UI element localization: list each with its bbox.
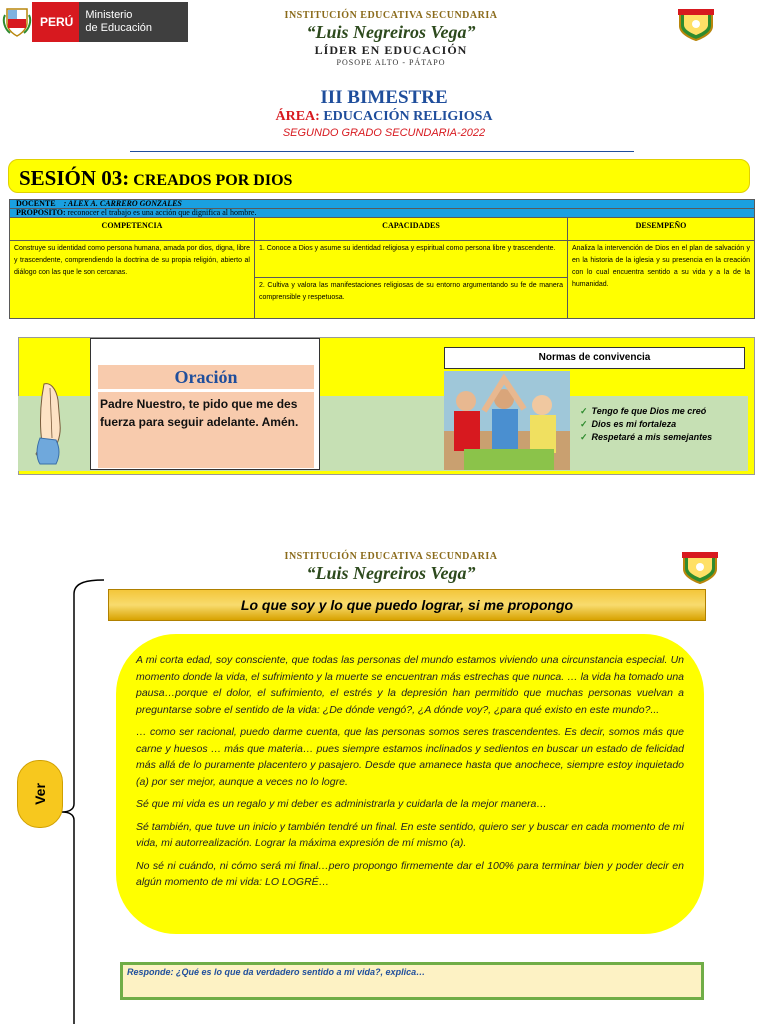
minedu-logo [0,2,188,42]
capacidad-1-cell: 1. Conoce a Dios y asume su identidad religiosa y espiritual como persona libre y trascendente. [255,241,568,278]
paragraph: No sé ni cuándo, ni cómo será mi final…pero propongo firmemente dar el 100% para terminar bien y poder decir en algún momento de mi vida: LO LOGRÉ… [136,859,684,888]
school-crest-icon [680,551,720,585]
prayer-card [90,338,320,470]
proposito-row: PROPOSITO: reconocer el trabajo es una acción que dignifica al hombre. [10,209,755,218]
desempeno-header: DESEMPEÑO [568,218,755,241]
check-icon: ✓ [580,406,588,416]
school-logo: INSTITUCIÓN EDUCATIVA SECUNDARIA “Luis Negreiros Vega” LÍDER EN EDUCACIÓN POSOPE ALTO - PÁTAPO [284,10,498,67]
prayer-title: Oración [98,365,314,389]
session-info-table [9,199,755,319]
bimestre-title: III BIMESTRE [320,87,448,108]
norma-item: ✓ Respetaré a mis semejantes [580,432,713,442]
children-high-five-image [444,371,570,470]
peru-label: PERÚ [32,2,79,42]
school-crest-icon [676,8,716,42]
capacidad-2-cell: 2. Cultiva y valora las manifestaciones religiosas de su entorno argumentando su fe de manera comprensible y respetuosa. [255,278,568,319]
session-title: SESIÓN 03: CREADOS POR DIOS [8,159,750,193]
paragraph: … como ser racional, puedo darme cuenta, que las personas somos seres trascendentes. Es decir, somos más que carne y huesos … más que materia… pues siempre estamos inclinados y sedientos en buscar un estado de felicidad más allá de lo puramente placentero y pasajero. Desde que amanece hasta que anochece, siempre estoy inquietado (a) por ser mejor, aunque a veces no lo logre. [136,726,684,788]
prayer-text: Padre Nuestro, te pido que me des fuerza para seguir adelante. Amén. [98,392,314,468]
competencia-header: COMPETENCIA [10,218,255,241]
ministry-label: Ministerio de Educación [79,2,188,42]
titles-block [0,87,768,139]
check-icon: ✓ [580,419,588,429]
norma-item: ✓ Dios es mi fortaleza [580,419,677,429]
capacidades-header: CAPACIDADES [255,218,568,241]
paragraph: A mi corta edad, soy consciente, que todas las personas del mundo estamos viviendo una circunstancia especial. Un momento donde la vida, el sufrimiento y la muerte se encuentran más estrechas que nunca. … la vida ha tomado una pausa…porque el dolor, el sufrimiento, el estrés y la depresión han permitido que muchas personas vuelvan a preguntarse sobre el sentido de la vida: ¿De dónde vengó?, ¿A dónde voy?, ¿para qué existo en este mundo?... [136,654,684,716]
paragraph: Sé también, que tuve un inicio y también tendré un final. En este sentido, quiero ser y buscar en cada momento de mi vida, mi autorrealización. Lograr la máxima expresión de mí mismo (a). [136,820,684,849]
docente-row: DOCENTE : ALEX A. CARRERO GONZALES [10,200,755,209]
responde-box[interactable]: Responde: ¿Qué es lo que da verdadero sentido a mi vida?, explica… [120,962,704,1000]
area-title: ÁREA: EDUCACIÓN RELIGIOSA [275,109,493,124]
school-logo-2: INSTITUCIÓN EDUCATIVA SECUNDARIA “Luis Negreiros Vega” [284,551,498,583]
ver-label: Ver [17,760,63,828]
norma-item: ✓ Tengo fe que Dios me creó [580,406,707,416]
brace-connector [62,578,106,1024]
normas-list [580,405,712,444]
coat-of-arms-icon [2,5,32,39]
normas-title: Normas de convivencia [444,347,745,369]
grade-subtitle: SEGUNDO GRADO SECUNDARIA-2022 [282,127,486,139]
competencia-cell: Construye su identidad como persona humana, amada por dios, digna, libre y trascendente, comprendiendo la doctrina de su propia religión, abierto al diálogo con las que le son cercanas. [10,241,255,319]
praying-hands-icon [30,378,72,466]
section-banner: Lo que soy y lo que puedo lograr, si me propongo [108,589,706,621]
reflection-text [116,634,704,934]
check-icon: ✓ [580,432,588,442]
divider [130,151,634,152]
paragraph: Sé que mi vida es un regalo y mi deber es administrarla y cuidarla de la mejor manera… [136,798,547,810]
desempeno-cell: Analiza la intervención de Dios en el plan de salvación y en la historia de la iglesia y su presencia en la creación con lo cual encuentra sentido a su vida y a la de la humanidad. [568,241,755,319]
